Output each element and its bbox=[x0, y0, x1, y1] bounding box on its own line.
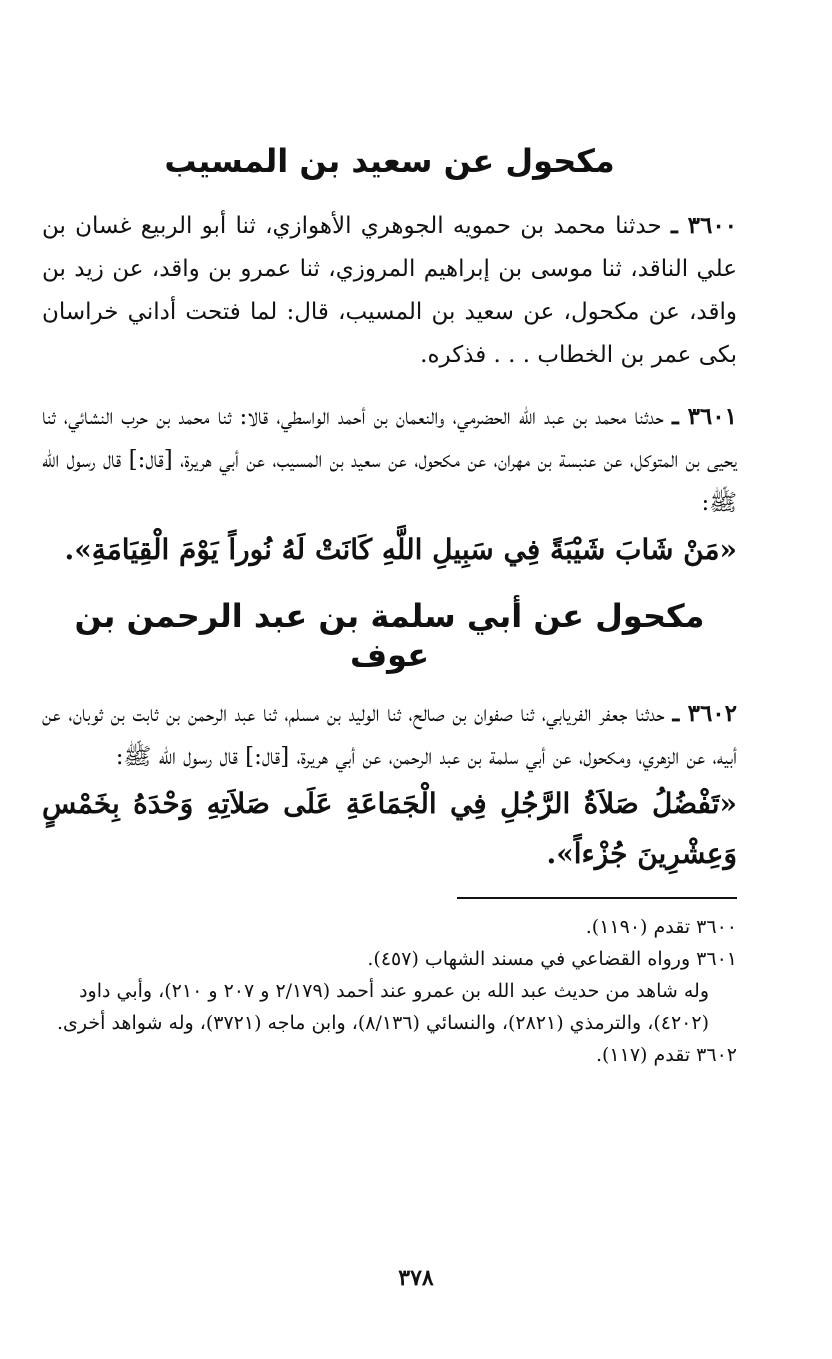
hadith-3601-text: حدثنا محمد بن عبد الله الحضرمي، والنعمان بن أحمد الواسطي، قالا: ثنا محمد بن حرب النشائي، ثنا يحيى بن المتوكل، عن عنبسة بن مهران، عن مكحول، عن سعيد بن المسيب، عن أبي هريرة، [قال:] قال رسول الله ﷺ: bbox=[42, 404, 737, 517]
hadith-3600-paragraph bbox=[42, 204, 737, 377]
footnote-3600: ٣٦٠٠ تقدم (١١٩٠). bbox=[585, 916, 737, 939]
footnotes bbox=[42, 911, 737, 1071]
footnote-3601-continued: وله شاهد من حديث عبد الله بن عمرو عند أحمد (٢/١٧٩ و ٢٠٧ و ٢١٠)، وأبي داود (٤٢٠٢)، والترمذي (٢٨٢١)، والنسائي (٨/١٣٦)، وابن ماجه (٣٧٢١)، وله شواهد أخرى. bbox=[57, 980, 709, 1035]
hadith-3601-quote: «مَنْ شَابَ شَيْبَةً فِي سَبِيلِ اللَّهِ كَانَتْ لَهُ نُوراً يَوْمَ الْقِيَامَةِ». bbox=[64, 533, 737, 567]
footnote-3602: ٣٦٠٢ تقدم (١١٧). bbox=[595, 1044, 737, 1067]
hadith-3602-paragraph bbox=[42, 692, 737, 779]
page-body bbox=[42, 130, 737, 1071]
hadith-3601-paragraph bbox=[42, 395, 737, 525]
footnote-3601: ٣٦٠١ ورواه القضاعي في مسند الشهاب (٤٥٧). bbox=[367, 948, 737, 971]
hadith-3602-quote: «تَفْضُلُ صَلاَةُ الرَّجُلِ فِي الْجَمَاعَةِ عَلَى صَلاَتِهِ وَحْدَهُ بِخَمْسٍ وَعِشْرِينَ جُزْءاً». bbox=[42, 787, 737, 871]
page-number: ٣٧٨ bbox=[398, 1265, 434, 1291]
spacer bbox=[42, 377, 737, 395]
hadith-number-3600: ٣٦٠٠ ـ bbox=[670, 212, 738, 240]
hadith-number-3602: ٣٦٠٢ ـ bbox=[672, 700, 738, 728]
footnote-divider bbox=[457, 897, 737, 899]
hadith-3600 bbox=[42, 204, 737, 377]
section-heading-said-ibn-musayyib: مكحول عن سعيد بن المسيب bbox=[164, 142, 615, 180]
hadith-3601 bbox=[42, 395, 737, 575]
hadith-3600-text: حدثنا محمد بن حمويه الجوهري الأهوازي، ثنا أبو الربيع غسان بن علي الناقد، ثنا موسى بن إبراهيم المروزي، ثنا عمرو بن واقد، عن زيد بن واقد، عن مكحول، عن سعيد بن المسيب، قال: لما فتحت أداني خراسان بكى عمر بن الخطاب . . . فذكره. bbox=[42, 213, 737, 369]
section-heading-abi-salama: مكحول عن أبي سلمة بن عبد الرحمن بن عوف bbox=[74, 597, 705, 674]
hadith-number-3601: ٣٦٠١ ـ bbox=[672, 403, 737, 431]
hadith-3602-text: حدثنا جعفر الفريابي، ثنا صفوان بن صالح، ثنا الوليد بن مسلم، ثنا عبد الرحمن بن ثابت بن ثوبان، عن أبيه، عن الزهري، ومكحول، عن أبي سلمة بن عبد الرحمن، عن أبي هريرة، [قال:] قال رسول الله ﷺ: bbox=[42, 701, 737, 771]
hadith-3602 bbox=[42, 692, 737, 879]
